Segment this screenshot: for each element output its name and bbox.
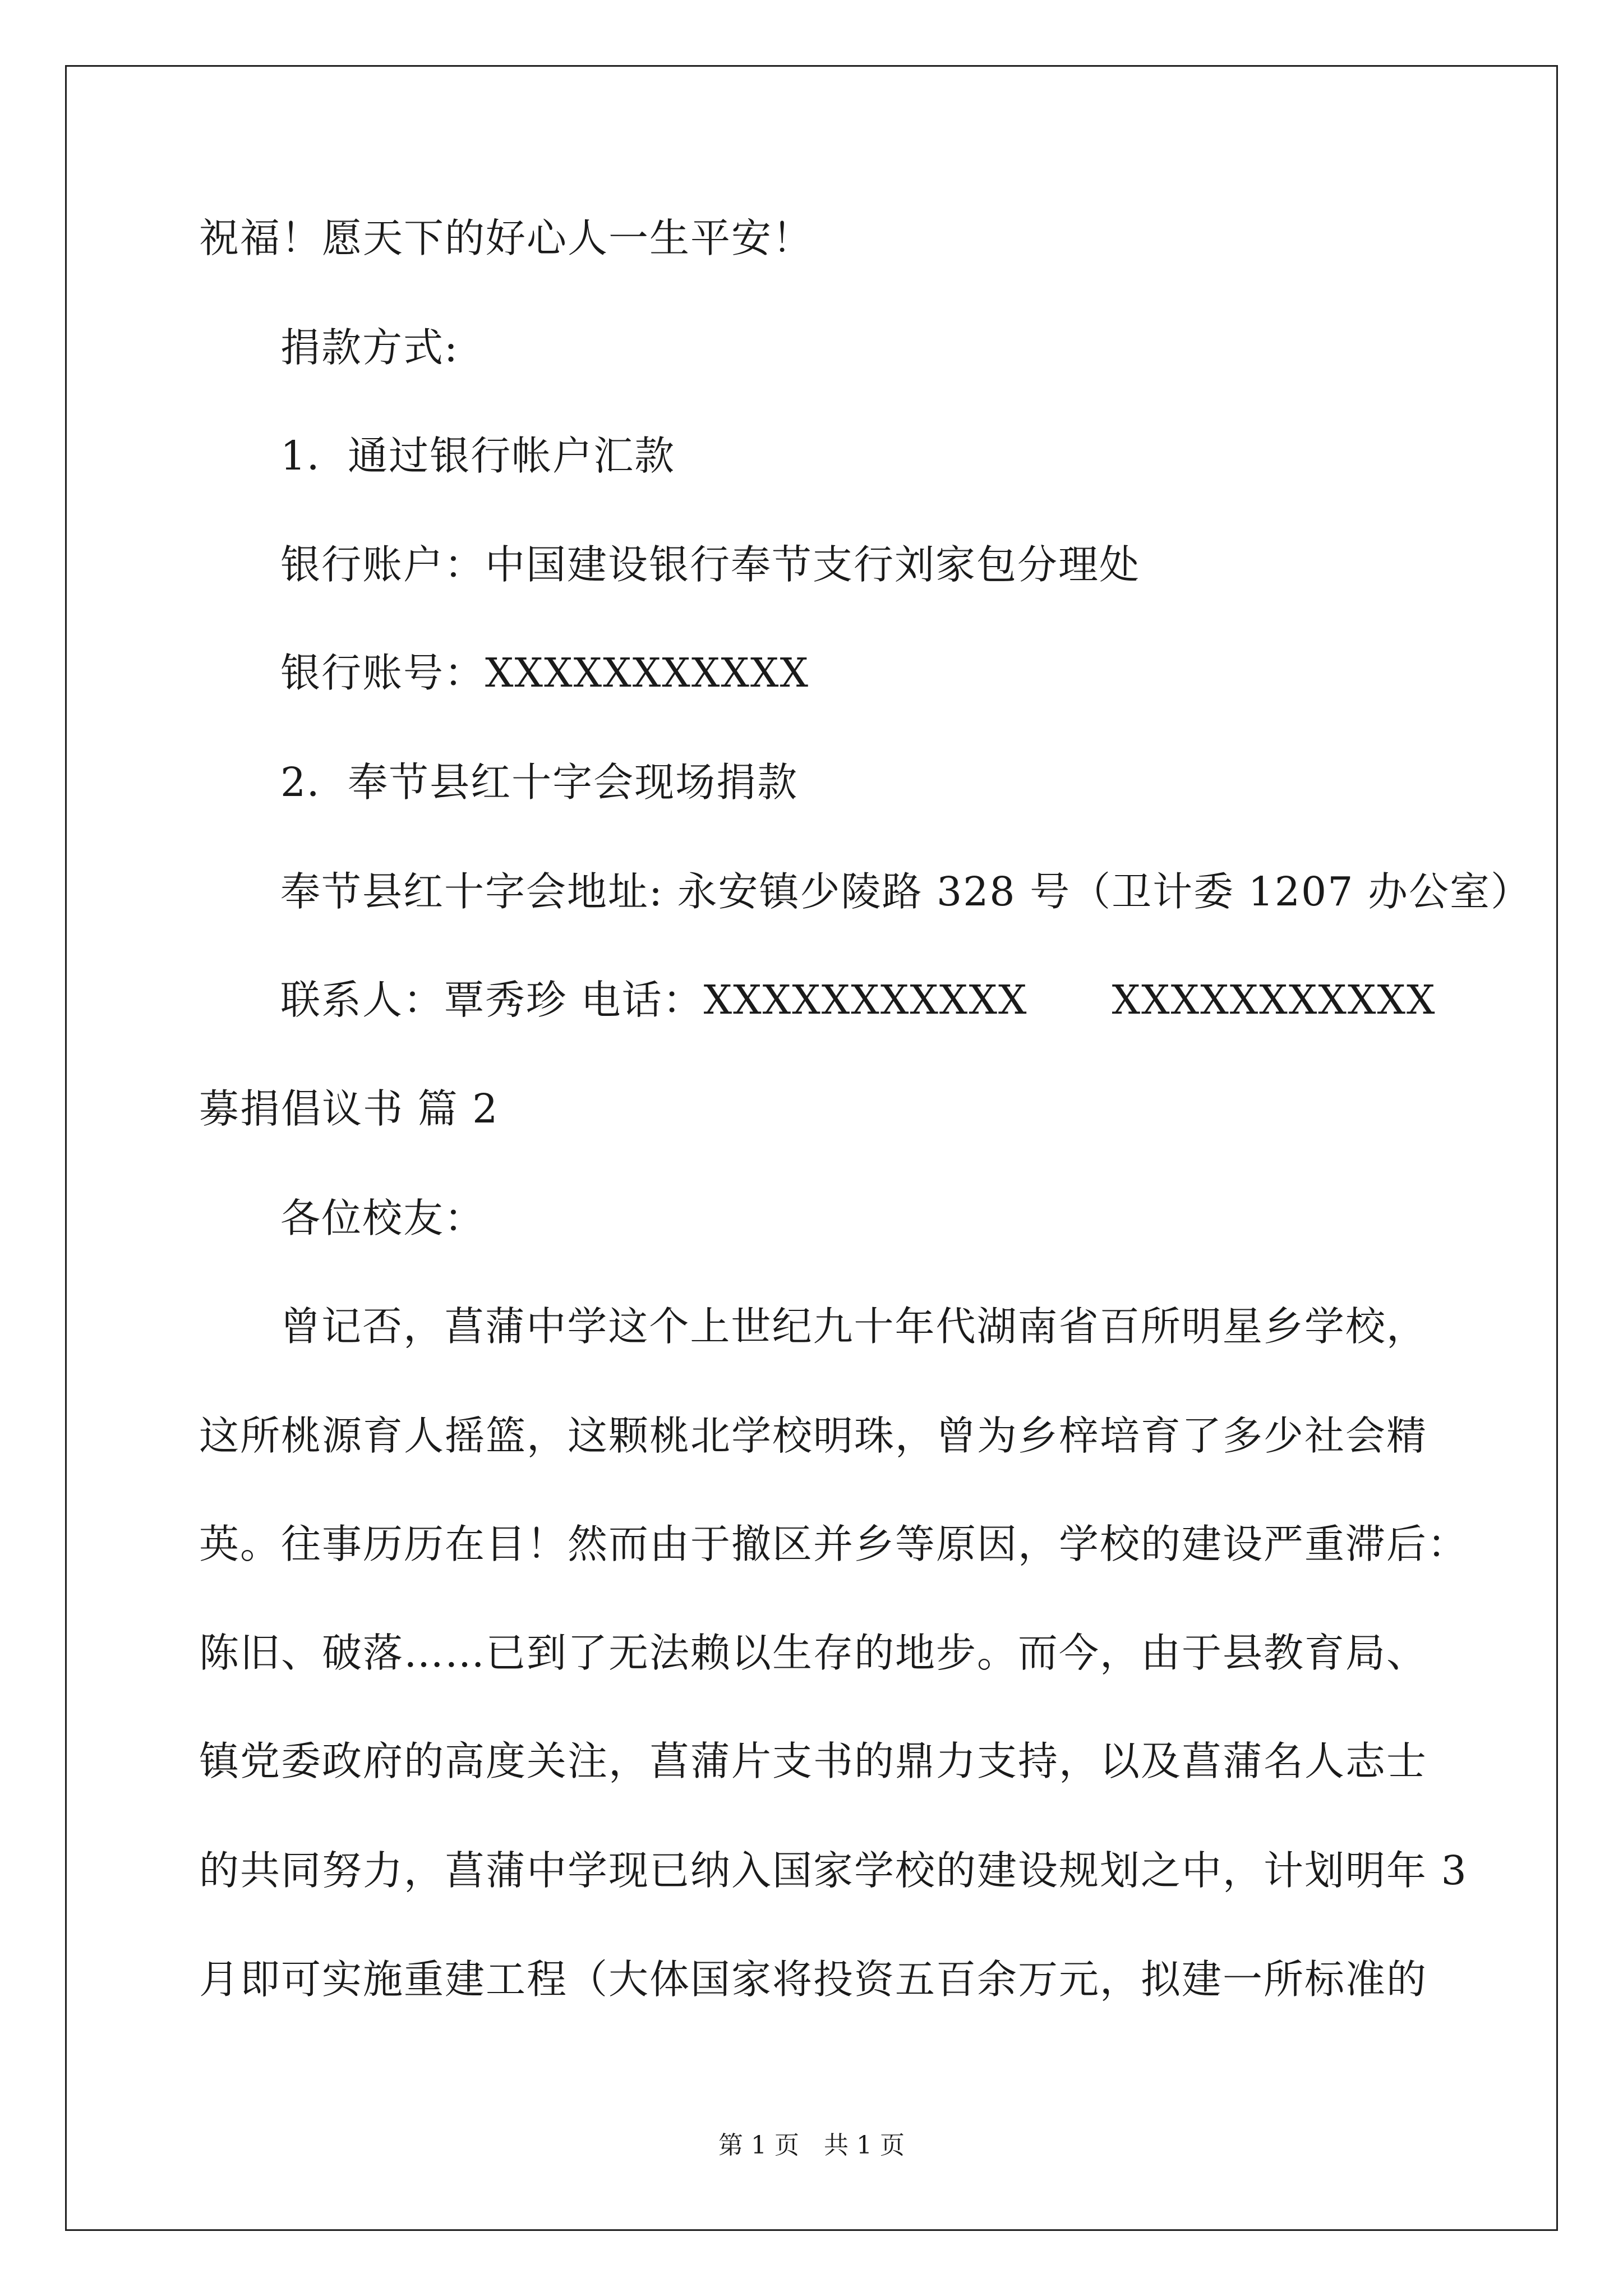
text-line-method-1: 1．通过银行帐户汇款 (280, 432, 676, 479)
contact-phone-2: XXXXXXXXXXX (1112, 977, 1436, 1023)
paragraph-line-4: 陈旧、破落……已到了无法赖以生存的地步。而今，由于县教育局、 (199, 1630, 1428, 1676)
text-line-blessing: 祝福！愿天下的好心人一生平安！ (199, 215, 814, 261)
paragraph-line-7: 月即可实施重建工程（大体国家将投资五百余万元，拟建一所标准的 (199, 1956, 1428, 2003)
paragraph-line-2: 这所桃源育人摇篮，这颗桃北学校明珠，曾为乡梓培育了多少社会精 (199, 1412, 1428, 1459)
text-line-bank-number: 银行账号：XXXXXXXXXXX (280, 650, 810, 696)
page-border (65, 65, 1558, 2231)
paragraph-line-6: 的共同努力，菖蒲中学现已纳入国家学校的建设规划之中，计划明年 3 (199, 1847, 1468, 1894)
paragraph-line-1: 曾记否，菖蒲中学这个上世纪九十年代湖南省百所明星乡学校， (280, 1303, 1427, 1350)
text-line-bank-account: 银行账户：中国建设银行奉节支行刘家包分理处 (280, 541, 1141, 588)
section-heading: 募捐倡议书 篇 2 (199, 1085, 499, 1132)
text-line-salutation: 各位校友： (280, 1195, 486, 1241)
text-line-contact (280, 975, 1436, 1025)
page-footer: 第 1 页 共 1 页 (718, 2131, 905, 2160)
text-line-donation-methods: 捐款方式: (280, 324, 459, 371)
paragraph-line-3: 英。往事历历在目！然而由于撤区并乡等原因，学校的建设严重滞后： (199, 1521, 1469, 1567)
paragraph-line-5: 镇党委政府的高度关注，菖蒲片支书的鼎力支持，以及菖蒲名人志士 (199, 1738, 1428, 1784)
text-line-address: 奉节县红十字会地址: 永安镇少陵路 328 号（卫计委 1207 办公室） (280, 868, 1532, 915)
contact-person-phone: 联系人：覃秀珍 电话：XXXXXXXXXXX (280, 977, 1028, 1023)
text-line-method-2: 2．奉节县红十字会现场捐款 (280, 759, 799, 806)
